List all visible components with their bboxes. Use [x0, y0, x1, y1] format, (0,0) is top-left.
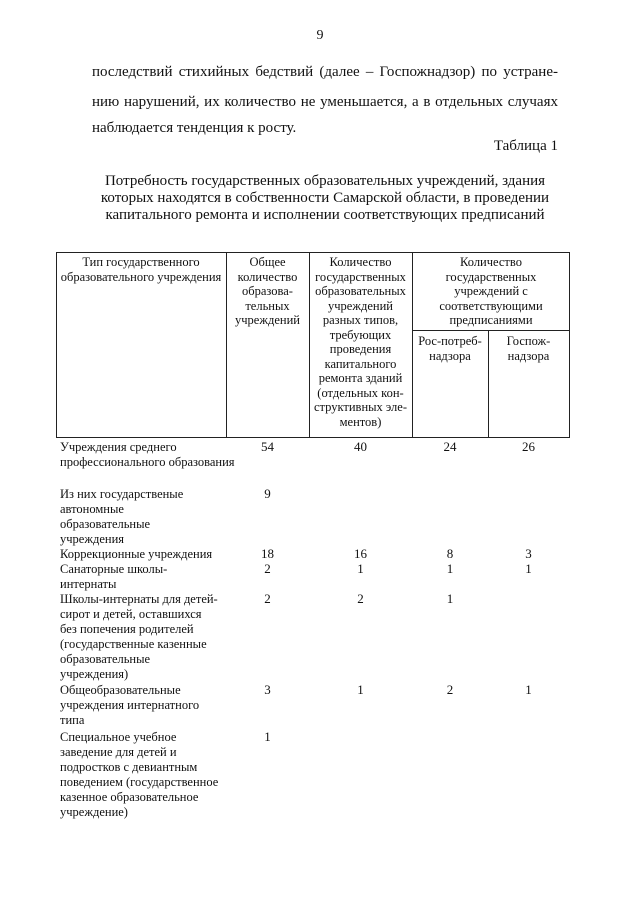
header-orders: Количество государственных учреждений с соответствующими предписаниями [439, 255, 543, 327]
cell-rospotreb: 24 [443, 439, 457, 454]
table-header-bottom [56, 437, 570, 438]
cell-total: 2 [264, 561, 271, 576]
row-label: Школы-интернаты для детей-сирот и детей, оставшихся без попечения родителей (государственные казенные образовательные учреждения) [60, 592, 218, 681]
cell-gospozh: 26 [522, 439, 535, 454]
cell-repair: 2 [357, 591, 364, 606]
table-border-left [56, 252, 57, 437]
header-rospotreb: Рос-потреб-надзора [418, 334, 482, 363]
table-border-right [569, 252, 570, 437]
cell-total: 18 [261, 546, 274, 561]
paragraph-line-1: последствий стихийных бедствий (далее – Госпожнадзор) по устране- [92, 64, 558, 80]
header-divider-orders [412, 330, 570, 331]
cell-total: 2 [264, 591, 271, 606]
col-divider-4 [488, 330, 489, 437]
cell-repair: 16 [354, 546, 367, 561]
col-divider-1 [226, 252, 227, 437]
col-divider-2 [309, 252, 310, 437]
cell-gospozh: 1 [525, 561, 532, 576]
cell-repair: 1 [357, 682, 364, 697]
row-label: Специальное учебное заведение для детей и подростков с девиантным поведением (государственное казенное образовательное учреждение) [60, 730, 219, 819]
header-gospozh: Госпож-надзора [506, 334, 551, 363]
col-divider-3 [412, 252, 413, 437]
table-border-top [56, 252, 570, 253]
cell-repair: 40 [354, 439, 367, 454]
cell-gospozh: 3 [525, 546, 532, 561]
row-label: Из них государственые автономные образовательные учреждения [60, 487, 184, 546]
row-label: Общеобразовательные учреждения интернатного типа [60, 683, 200, 727]
header-type: Тип государственного образовательного учреждения [60, 255, 222, 284]
paragraph-line-3: наблюдается тенденция к росту. [92, 120, 297, 136]
header-repair: Количество государственных образовательных учреждений разных типов, требующих проведения капитального ремонта зданий (отдельных кон-структивных эле-ментов) [313, 255, 407, 429]
cell-total: 54 [261, 439, 274, 454]
cell-rospotreb: 2 [446, 682, 454, 697]
row-label: Санаторные школы-интернаты [60, 562, 168, 591]
table-caption: Потребность государственных образовательных учреждений, здания которых находятся в собственности Самарской области, в проведении капитального ремонта и исполнении соответствующих предписаний [100, 173, 550, 223]
cell-gospozh: 1 [525, 682, 532, 697]
row-label: Коррекционные учреждения [60, 547, 213, 561]
row-label: Учреждения среднего профессионального образования [60, 440, 235, 469]
cell-total: 1 [264, 729, 271, 744]
table-label: Таблица 1 [493, 138, 558, 154]
header-total: Общее количество образова-тельных учреждений [235, 255, 300, 327]
cell-total: 9 [264, 486, 271, 501]
page-number: 9 [316, 28, 324, 43]
cell-repair: 1 [357, 561, 364, 576]
cell-rospotreb: 1 [446, 561, 454, 576]
cell-total: 3 [264, 682, 271, 697]
cell-rospotreb: 1 [446, 591, 454, 606]
cell-rospotreb: 8 [446, 546, 454, 561]
paragraph-line-2: нию нарушений, их количество не уменьшается, а в отдельных случаях [92, 94, 558, 110]
